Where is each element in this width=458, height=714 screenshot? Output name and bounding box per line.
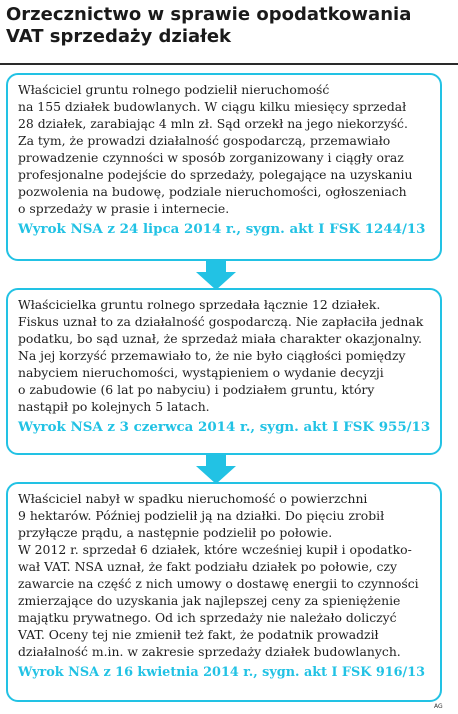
case-box-1 — [6, 73, 442, 261]
case-3-verdict: Wyrok NSA z 16 kwietnia 2014 r., sygn. akt I FSK 916/13 — [18, 665, 426, 680]
case-box-3 — [6, 482, 442, 702]
case-box-2 — [6, 288, 442, 455]
arrow-down-icon — [196, 260, 236, 290]
case-1-verdict: Wyrok NSA z 24 lipca 2014 r., sygn. akt I FSK 1244/13 — [18, 221, 426, 237]
case-3-text: Właściciel nabył w spadku nieruchomość o powierzchni 9 hektarów. Później podzielił ją na działki. Do pięciu zrobił przyłącze prądu, a następnie podzielił po połowie. W 2012 r. sprzedał 6 działek, które wcześniej kupił i opodatko- wał VAT. NSA uznał, że fakt podziału działek po połowie, czy zawarcie na część z nich umowy o dostawę energii to czynności zmierzające do uzyskania jak najlepszej ceny za spieniężenie majątku prywatnego. Od ich sprzedaży nie należało doliczyć VAT. Oceny tej nie zmienił też fakt, że podatnik prowadził działalność m.in. w zakresie sprzedaży działek budowlanych. — [18, 491, 419, 659]
arrow-down-icon — [196, 454, 236, 484]
author-credit: AG — [434, 703, 443, 710]
title-divider — [0, 63, 458, 65]
case-2-verdict: Wyrok NSA z 3 czerwca 2014 r., sygn. akt I FSK 955/13 — [18, 419, 431, 435]
case-2-text: Właścicielka gruntu rolnego sprzedała łącznie 12 działek. Fiskus uznał to za działalność gospodarczą. Nie zapłaciła jednak podatku, bo sąd uznał, że sprzedaż miała charakter okazjonalny. Na jej korzyść przemawiało to, że nie było ciągłości pomiędzy nabyciem nieruchomości, wystąpieniem o wydanie decyzji o zabudowie (6 lat po nabyciu) i podziałem gruntu, który nastąpił po kolejnych 5 latach. — [18, 297, 424, 414]
case-1-text: Właściciel gruntu rolnego podzielił nieruchomość na 155 działek budowlanych. W ciągu kilku miesięcy sprzedał 28 działek, zarabiając 4 mln zł. Sąd orzekł na jego niekorzyść. Za tym, że prowadzi działalność gospodarczą, przemawiało prowadzenie czynności w sposób zorganizowany i ciągły oraz profesjonalne podejście do sprzedaży, polegające na uzyskaniu pozwolenia na budowę, podziale nieruchomości, ogłoszeniach o sprzedaży w prasie i internecie. — [18, 82, 413, 216]
page-title: Orzecznictwo w sprawie opodatkowania VAT sprzedaży działek — [6, 4, 412, 47]
